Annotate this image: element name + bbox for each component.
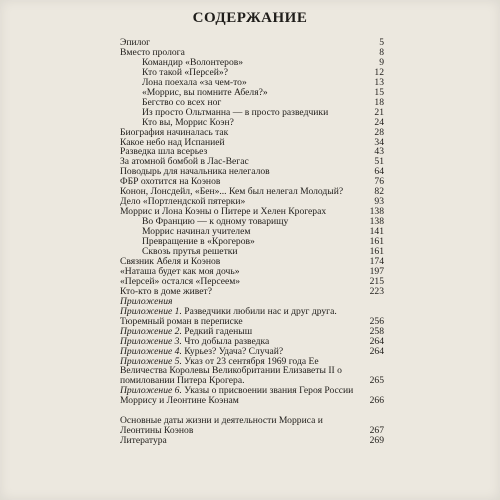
appendix-text: Что добыла разведка xyxy=(184,336,270,347)
entry-title: Из просто Ольтманна — в просто разведчики xyxy=(142,107,329,118)
page-number: 161 xyxy=(369,246,384,258)
appendix-label: Приложение 5. xyxy=(120,356,185,367)
page-number: 264 xyxy=(369,335,384,347)
entry-title: Лона поехала «за чем-то» xyxy=(142,77,247,88)
appendix-label: Приложение 3. xyxy=(120,336,185,347)
page-number: 264 xyxy=(369,345,384,357)
closing-entry xyxy=(120,416,384,436)
page-number: 34 xyxy=(374,136,384,148)
appendix-heading: Приложения xyxy=(120,296,173,307)
toc-entry xyxy=(120,38,384,48)
toc-entry xyxy=(120,227,384,237)
appendix-entry xyxy=(120,347,384,357)
toc-entry xyxy=(120,118,384,128)
appendix-text: Редкий гаденыш xyxy=(184,326,253,337)
entry-title: Превращение в «Крогеров» xyxy=(142,237,255,248)
entry-title: Моррис и Лона Коэны о Питере и Хелен Крогерах xyxy=(120,207,327,218)
entry-title: Связник Абеля и Коэнов xyxy=(120,256,221,267)
appendix-entry xyxy=(120,357,384,387)
page-title: СОДЕРЖАНИЕ xyxy=(192,10,308,26)
page-number: 138 xyxy=(369,206,384,218)
entry-title: Тюремный роман в переписке xyxy=(120,316,243,327)
toc-entry xyxy=(120,88,384,98)
appendix-entry xyxy=(120,386,384,406)
entry-title: Кто такой «Персей»? xyxy=(142,67,228,78)
entry-title: Конон, Лонсдейл, «Бен»... Кем был нелегал Молодый? xyxy=(120,187,344,198)
appendix-text: Указ от 23 сентября 1969 года Ее Величества Королевы Великобритании Елизаветы II о помиловании Питера Крогера. xyxy=(120,356,342,387)
appendix-entries xyxy=(120,307,384,407)
entry-title xyxy=(120,357,366,387)
page-number: 197 xyxy=(369,265,384,277)
toc-entry xyxy=(120,237,384,247)
entry-title: Поводырь для начальника нелегалов xyxy=(120,167,270,178)
toc-entry xyxy=(120,78,384,88)
entry-title: ФБР охотится на Коэнов xyxy=(120,177,221,188)
entry-title: Кто-кто в доме живет? xyxy=(120,286,212,297)
page-number: 5 xyxy=(379,37,384,48)
toc-entry xyxy=(120,108,384,118)
appendix-text: Указы о присвоении звания Героя России Моррису и Леонтине Коэнам xyxy=(120,386,354,407)
entry-title: Бегство со всех ног xyxy=(142,97,222,108)
toc-entry xyxy=(120,267,384,277)
toc-entry xyxy=(120,147,384,157)
entry-title xyxy=(120,307,380,317)
page-number: 9 xyxy=(379,56,384,68)
entry-title xyxy=(120,327,366,337)
toc-entries xyxy=(120,38,384,297)
appendix-text: Курьез? Удача? Случай? xyxy=(184,346,284,357)
closing-entry xyxy=(120,436,384,446)
appendix-label: Приложение 1. xyxy=(120,306,185,317)
appendix-label: Приложение 2. xyxy=(120,326,185,337)
page-number: 15 xyxy=(374,86,384,98)
page-number: 76 xyxy=(374,176,384,188)
entry-title: «Персей» остался «Персеем» xyxy=(120,276,241,287)
toc-entry xyxy=(120,207,384,217)
toc-entry xyxy=(120,187,384,197)
page-number: 266 xyxy=(369,395,384,407)
spacer xyxy=(120,406,384,416)
toc-entry xyxy=(120,217,384,227)
appendix-entry xyxy=(120,327,384,337)
page-number: 256 xyxy=(369,315,384,327)
appendix-entry xyxy=(120,307,384,317)
toc-entry xyxy=(120,98,384,108)
page-number: 24 xyxy=(374,116,384,128)
page-number: 138 xyxy=(369,216,384,228)
page-number: 82 xyxy=(374,186,384,198)
toc-entry xyxy=(120,157,384,167)
toc-entry xyxy=(120,58,384,68)
page-number: 269 xyxy=(369,435,384,447)
page-number: 223 xyxy=(369,285,384,297)
toc-entry xyxy=(120,287,384,297)
closing-entries xyxy=(120,416,384,446)
page-number: 51 xyxy=(374,156,384,168)
page-number: 8 xyxy=(379,46,384,58)
page-number: 18 xyxy=(374,96,384,108)
toc-entry xyxy=(120,128,384,138)
toc-entry xyxy=(120,257,384,267)
toc-entry xyxy=(120,48,384,58)
entry-title: «Моррис, вы помните Абеля?» xyxy=(142,87,268,98)
page-number: 215 xyxy=(369,275,384,287)
page-number: 28 xyxy=(374,126,384,138)
page-number: 64 xyxy=(374,166,384,178)
entry-title: Какое небо над Испанией xyxy=(120,137,225,148)
entry-title xyxy=(120,347,366,357)
entry-title: Во Францию — к одному товарищу xyxy=(142,217,289,228)
entry-title xyxy=(120,337,366,347)
entry-title: Дело «Портлендской пятерки» xyxy=(120,197,246,208)
entry-title xyxy=(120,386,366,406)
page-number: 13 xyxy=(374,76,384,88)
appendix-text: Разведчики любили нас и друг друга. xyxy=(184,306,337,317)
toc-entry xyxy=(120,68,384,78)
entry-title: Сквозь прутья решетки xyxy=(142,247,238,257)
page-number: 43 xyxy=(374,146,384,158)
table-of-contents xyxy=(120,38,384,446)
appendix-entry xyxy=(120,337,384,347)
page-number: 161 xyxy=(369,236,384,248)
toc-entry xyxy=(120,167,384,177)
toc-entry xyxy=(120,177,384,187)
page-number: 258 xyxy=(369,325,384,337)
page-number: 141 xyxy=(369,226,384,238)
page-number: 265 xyxy=(369,375,384,387)
entry-title: Эпилог xyxy=(120,38,151,48)
appendix-label: Приложение 6. xyxy=(120,386,185,397)
entry-title: Биография начиналась так xyxy=(120,127,229,138)
entry-title: Кто вы, Моррис Коэн? xyxy=(142,117,234,128)
appendix-entry xyxy=(120,317,384,327)
entry-title: Вместо пролога xyxy=(120,47,185,58)
page-number: 174 xyxy=(369,255,384,267)
entry-title: Основные даты жизни и деятельности Морриса и Леонтины Коэнов xyxy=(120,416,323,437)
entry-title: Моррис начинал учителем xyxy=(142,227,251,238)
entry-title: Разведка шла всерьез xyxy=(120,147,208,158)
toc-entry xyxy=(120,247,384,257)
page-number: 21 xyxy=(374,106,384,118)
appendix-label: Приложение 4. xyxy=(120,346,185,357)
page-number: 12 xyxy=(374,66,384,78)
toc-entry xyxy=(120,138,384,148)
entry-title: «Наташа будет как моя дочь» xyxy=(120,266,240,277)
toc-entry xyxy=(120,277,384,287)
entry-title: За атомной бомбой в Лас-Вегас xyxy=(120,157,249,168)
page-number: 267 xyxy=(369,425,384,437)
entry-title: Командир «Волонтеров» xyxy=(142,57,244,68)
page-number: 93 xyxy=(374,196,384,208)
toc-entry xyxy=(120,197,384,207)
entry-title: Литература xyxy=(120,436,167,447)
